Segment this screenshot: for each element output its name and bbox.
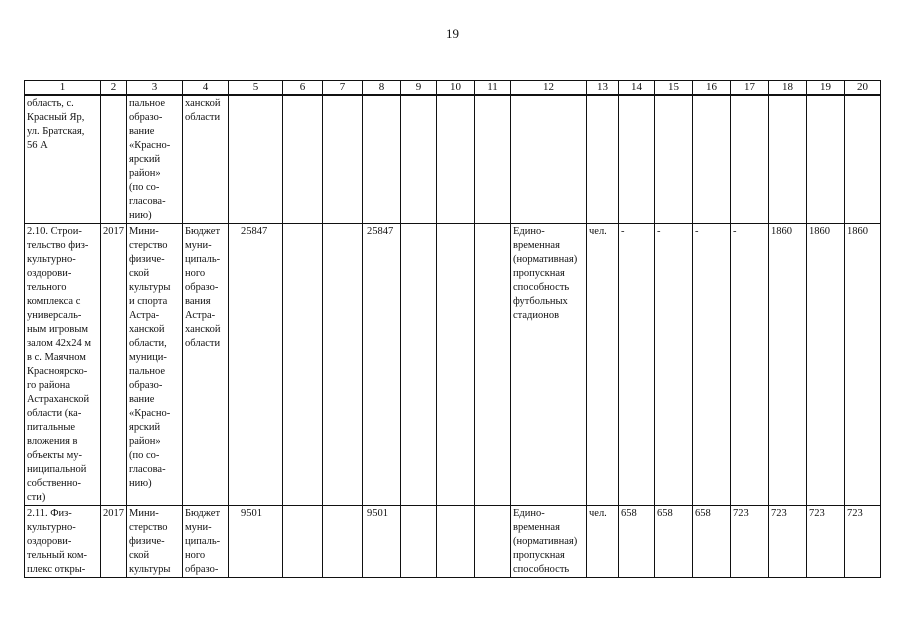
funding-source-cell: ханской области (183, 95, 229, 224)
value-cell (401, 224, 437, 506)
column-header: 1 (25, 81, 101, 96)
value-cell (323, 95, 363, 224)
column-header: 6 (283, 81, 323, 96)
column-header: 9 (401, 81, 437, 96)
value-cell (693, 95, 731, 224)
column-header: 14 (619, 81, 655, 96)
value-cell (437, 95, 475, 224)
value-cell: - (655, 224, 693, 506)
value-cell: 723 (769, 506, 807, 578)
column-header: 17 (731, 81, 769, 96)
value-cell (323, 224, 363, 506)
value-cell: 1860 (845, 224, 881, 506)
executor-cell: пальное образо- вание «Красно- ярский район» (по со- гласова- нию) (127, 95, 183, 224)
value-cell: - (693, 224, 731, 506)
value-cell: 723 (731, 506, 769, 578)
column-header: 7 (323, 81, 363, 96)
object-name-cell: область, с. Красный Яр, ул. Братская, 56 А (25, 95, 101, 224)
value-cell (475, 224, 511, 506)
year-cell: 2017 (101, 506, 127, 578)
value-cell (283, 506, 323, 578)
value-cell (363, 95, 401, 224)
funding-source-cell: Бюджет муни- ципаль- ного образо- вания Астра- ханской области (183, 224, 229, 506)
value-cell (229, 95, 283, 224)
value-cell (769, 95, 807, 224)
value-cell (475, 95, 511, 224)
value-cell (437, 224, 475, 506)
value-cell: 9501 (363, 506, 401, 578)
indicator-cell: Едино- временная (нормативная) пропускная способность футбольных стадионов (511, 224, 587, 506)
unit-cell (587, 95, 619, 224)
column-header: 13 (587, 81, 619, 96)
value-cell: 658 (655, 506, 693, 578)
executor-cell: Мини- стерство физиче- ской культуры и спорта Астра- ханской области, муници- пальное образо- вание «Красно- ярский район» (по со- гласова- нию) (127, 224, 183, 506)
column-header: 2 (101, 81, 127, 96)
unit-cell: чел. (587, 506, 619, 578)
value-cell: 1860 (807, 224, 845, 506)
executor-cell: Мини- стерство физиче- ской культуры (127, 506, 183, 578)
column-header: 8 (363, 81, 401, 96)
value-cell: 1860 (769, 224, 807, 506)
year-cell: 2017 (101, 224, 127, 506)
value-cell (731, 95, 769, 224)
column-header: 10 (437, 81, 475, 96)
column-header: 5 (229, 81, 283, 96)
value-cell (655, 95, 693, 224)
column-header: 15 (655, 81, 693, 96)
column-header: 11 (475, 81, 511, 96)
year-cell (101, 95, 127, 224)
column-header: 20 (845, 81, 881, 96)
column-header: 16 (693, 81, 731, 96)
table-row (25, 95, 881, 224)
indicator-cell: Едино- временная (нормативная) пропускная способность (511, 506, 587, 578)
value-cell: - (619, 224, 655, 506)
value-cell (283, 224, 323, 506)
value-cell (283, 95, 323, 224)
value-cell (437, 506, 475, 578)
column-header: 4 (183, 81, 229, 96)
column-header: 3 (127, 81, 183, 96)
value-cell (401, 506, 437, 578)
table-row (25, 506, 881, 578)
value-cell: 9501 (229, 506, 283, 578)
object-name-cell: 2.10. Строи- тельство физ- культурно- оздорови- тельного комплекса с универсаль- ным игровым залом 42х24 м в с. Маячном Красноярско- го района Астраханской области (ка- питальные вложения в объекты му- ниципальной собственно- сти) (25, 224, 101, 506)
value-cell: 658 (619, 506, 655, 578)
column-header: 19 (807, 81, 845, 96)
value-cell (323, 506, 363, 578)
indicators-table (24, 80, 881, 578)
unit-cell: чел. (587, 224, 619, 506)
value-cell: - (731, 224, 769, 506)
value-cell: 723 (845, 506, 881, 578)
indicator-cell (511, 95, 587, 224)
funding-source-cell: Бюджет муни- ципаль- ного образо- (183, 506, 229, 578)
value-cell (845, 95, 881, 224)
column-header: 12 (511, 81, 587, 96)
value-cell (807, 95, 845, 224)
value-cell: 25847 (363, 224, 401, 506)
page-number: 19 (446, 26, 459, 41)
table-row (25, 224, 881, 506)
value-cell: 25847 (229, 224, 283, 506)
value-cell (475, 506, 511, 578)
column-number-header-row (25, 81, 881, 96)
object-name-cell: 2.11. Физ- культурно- оздорови- тельный ком- плекс откры- (25, 506, 101, 578)
value-cell (401, 95, 437, 224)
column-header: 18 (769, 81, 807, 96)
value-cell: 658 (693, 506, 731, 578)
value-cell (619, 95, 655, 224)
value-cell: 723 (807, 506, 845, 578)
